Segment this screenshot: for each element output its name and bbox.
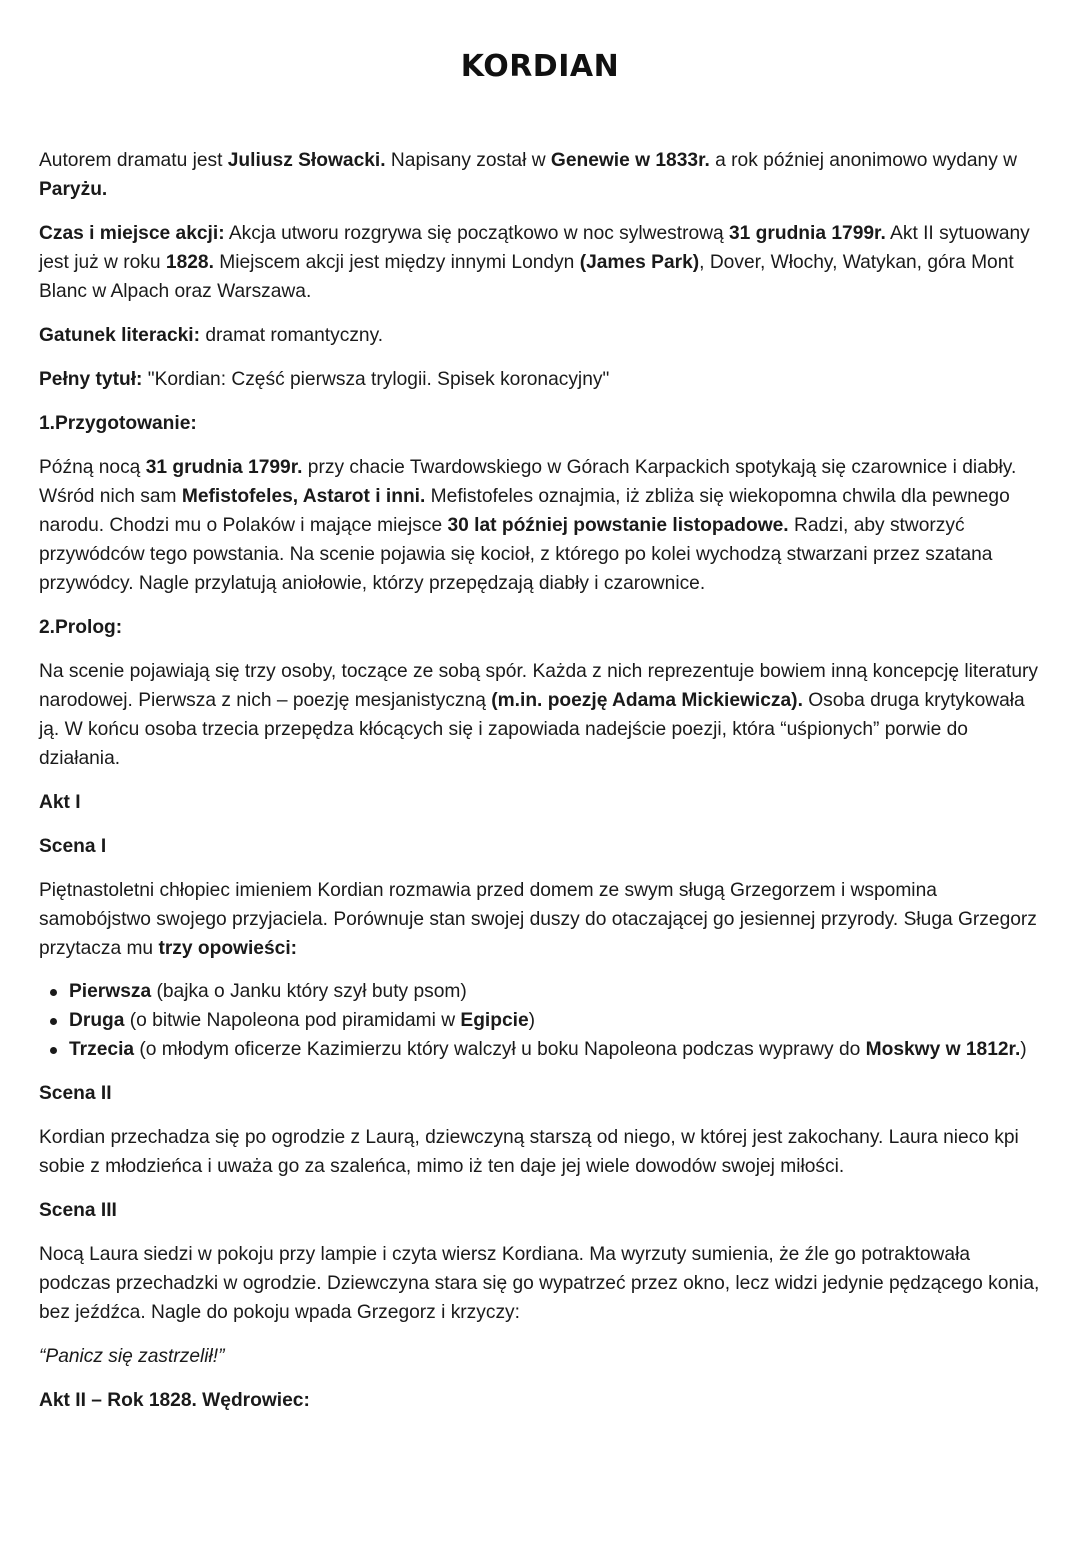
intro-text: a rok później anonimowo wydany w	[709, 150, 1017, 171]
document-body	[39, 146, 1044, 1430]
time-place-paragraph	[39, 219, 1044, 306]
list-item	[69, 1006, 1044, 1035]
full-title-label: Pełny tytuł:	[39, 369, 143, 390]
time-place-text: Miejscem akcji jest między innymi Londyn	[213, 252, 580, 273]
section2-text: Osoba druga krytykowała ją. W końcu osoba trzecia przepędza kłócących się i zapowiada nadejście poezji, która “uśpionych” porwie do działania.	[39, 690, 1025, 769]
section1-date: 31 grudnia 1799r.	[145, 457, 303, 478]
story-label: Pierwsza	[69, 981, 152, 1002]
author-name: Juliusz Słowacki.	[227, 150, 386, 171]
intro-text: Autorem dramatu jest	[39, 150, 228, 171]
scene1-text: Piętnastoletni chłopiec imieniem Kordian rozmawia przed domem ze swym sługą Grzegorzem i wspomina samobójstwo swojego przyjaciela. Porównuje stan swojej duszy do otaczającej go jesiennej przyrody. Sługa Grzegorz przytacza mu	[39, 880, 1037, 959]
full-title-paragraph	[39, 365, 1044, 394]
section2-text: Na scenie pojawiają się trzy osoby, toczące ze sobą spór. Każda z nich reprezentuje bowiem inną koncepcję literatury narodowej. Pierwsza z nich – poezję mesjanistyczną	[39, 661, 1038, 711]
story-label: Druga	[69, 1010, 125, 1031]
story-text: )	[1020, 1039, 1027, 1060]
list-item	[69, 1035, 1044, 1064]
stories-list	[39, 977, 1044, 1064]
story-text: (o młodym oficerze Kazimierzu który walczył u boku Napoleona podczas wyprawy do	[134, 1039, 866, 1060]
scene3-heading: Scena III	[39, 1200, 117, 1221]
genre-value: dramat romantyczny.	[200, 325, 384, 346]
section1-devils: Mefistofeles, Astarot i inni.	[181, 486, 426, 507]
act1-heading: Akt I	[39, 792, 81, 813]
section1-heading: 1.Przygotowanie:	[39, 413, 197, 434]
genre-paragraph	[39, 321, 1044, 350]
section2-heading: 2.Prolog:	[39, 617, 123, 638]
story-text: (o bitwie Napoleona pod piramidami w	[124, 1010, 461, 1031]
scene3-quote: “Panicz się zastrzelił!”	[39, 1346, 225, 1367]
story-text: )	[528, 1010, 536, 1031]
story-highlight: Egipcie	[460, 1010, 529, 1031]
intro-text: Napisany został w	[385, 150, 551, 171]
intro-paragraph	[39, 146, 1044, 204]
section1-text: Radzi, aby stworzyć przywódców tego powstania. Na scenie pojawia się kocioł, z którego po kolei wychodzą stwarzani przez szatana przywódcy. Nagle przylatują aniołowie, którzy przepędzają diabły i czarownice.	[39, 515, 993, 594]
time-place-text: Akcja utworu rozgrywa się początkowo w noc sylwestrową	[224, 223, 729, 244]
written-place-date: Genewie w 1833r.	[550, 150, 710, 171]
section1-text: Późną nocą	[39, 457, 146, 478]
time-place-text: , Dover, Włochy, Watykan, góra Mont Blanc w Alpach oraz Warszawa.	[39, 252, 1014, 302]
section2-paragraph	[39, 657, 1044, 773]
published-place: Paryżu.	[39, 179, 108, 200]
section1-text: przy chacie Twardowskiego w Górach Karpackich spotykają się czarownice i diabły. Wśród nich sam	[39, 457, 1017, 507]
story-label: Trzecia	[69, 1039, 135, 1060]
scene3-paragraph: Nocą Laura siedzi w pokoju przy lampie i czyta wiersz Kordiana. Ma wyrzuty sumienia, że źle go potraktowała podczas przechadzki w ogrodzie. Dziewczyna stara się go wypatrzeć przez okno, lecz widzi jedynie pędzącego konia, bez jeźdźca. Nagle do pokoju wpada Grzegorz i krzyczy:	[39, 1244, 1040, 1323]
act2-heading: Akt II – Rok 1828. Wędrowiec:	[39, 1390, 310, 1411]
scene1-three-stories: trzy opowieści:	[158, 938, 298, 959]
scene1-paragraph	[39, 876, 1044, 963]
time-place-label: Czas i miejsce akcji:	[39, 223, 225, 244]
scene2-heading: Scena II	[39, 1083, 112, 1104]
act2-year: 1828.	[165, 252, 214, 273]
scene1-heading: Scena I	[39, 836, 107, 857]
document-title: KORDIAN	[460, 49, 620, 84]
list-item	[69, 977, 1044, 1006]
genre-label: Gatunek literacki:	[39, 325, 201, 346]
section1-paragraph	[39, 453, 1044, 598]
story-text: (bajka o Janku który szył buty psom)	[151, 981, 467, 1002]
scene2-paragraph: Kordian przechadza się po ogrodzie z Laurą, dziewczyną starszą od niego, w której jest zakochany. Laura nieco kpi sobie z młodzieńca i uważa go za szaleńca, mimo iż ten daje jej wiele dowodów swojej miłości.	[39, 1127, 1019, 1177]
james-park: (James Park)	[579, 252, 700, 273]
full-title-value: "Kordian: Część pierwsza trylogii. Spisek koronacyjny"	[142, 369, 610, 390]
time-place-text: Akt II sytuowany jest już w roku	[39, 223, 1030, 273]
section2-mickiewicz: (m.in. poezję Adama Mickiewicza).	[491, 690, 803, 711]
story-highlight: Moskwy w 1812r.	[865, 1039, 1021, 1060]
section1-uprising: 30 lat później powstanie listopadowe.	[447, 515, 789, 536]
section1-text: Mefistofeles oznajmia, iż zbliża się wiekopomna chwila dla pewnego narodu. Chodzi mu o Polaków i mające miejsce	[39, 486, 1010, 536]
start-date: 31 grudnia 1799r.	[729, 223, 886, 244]
